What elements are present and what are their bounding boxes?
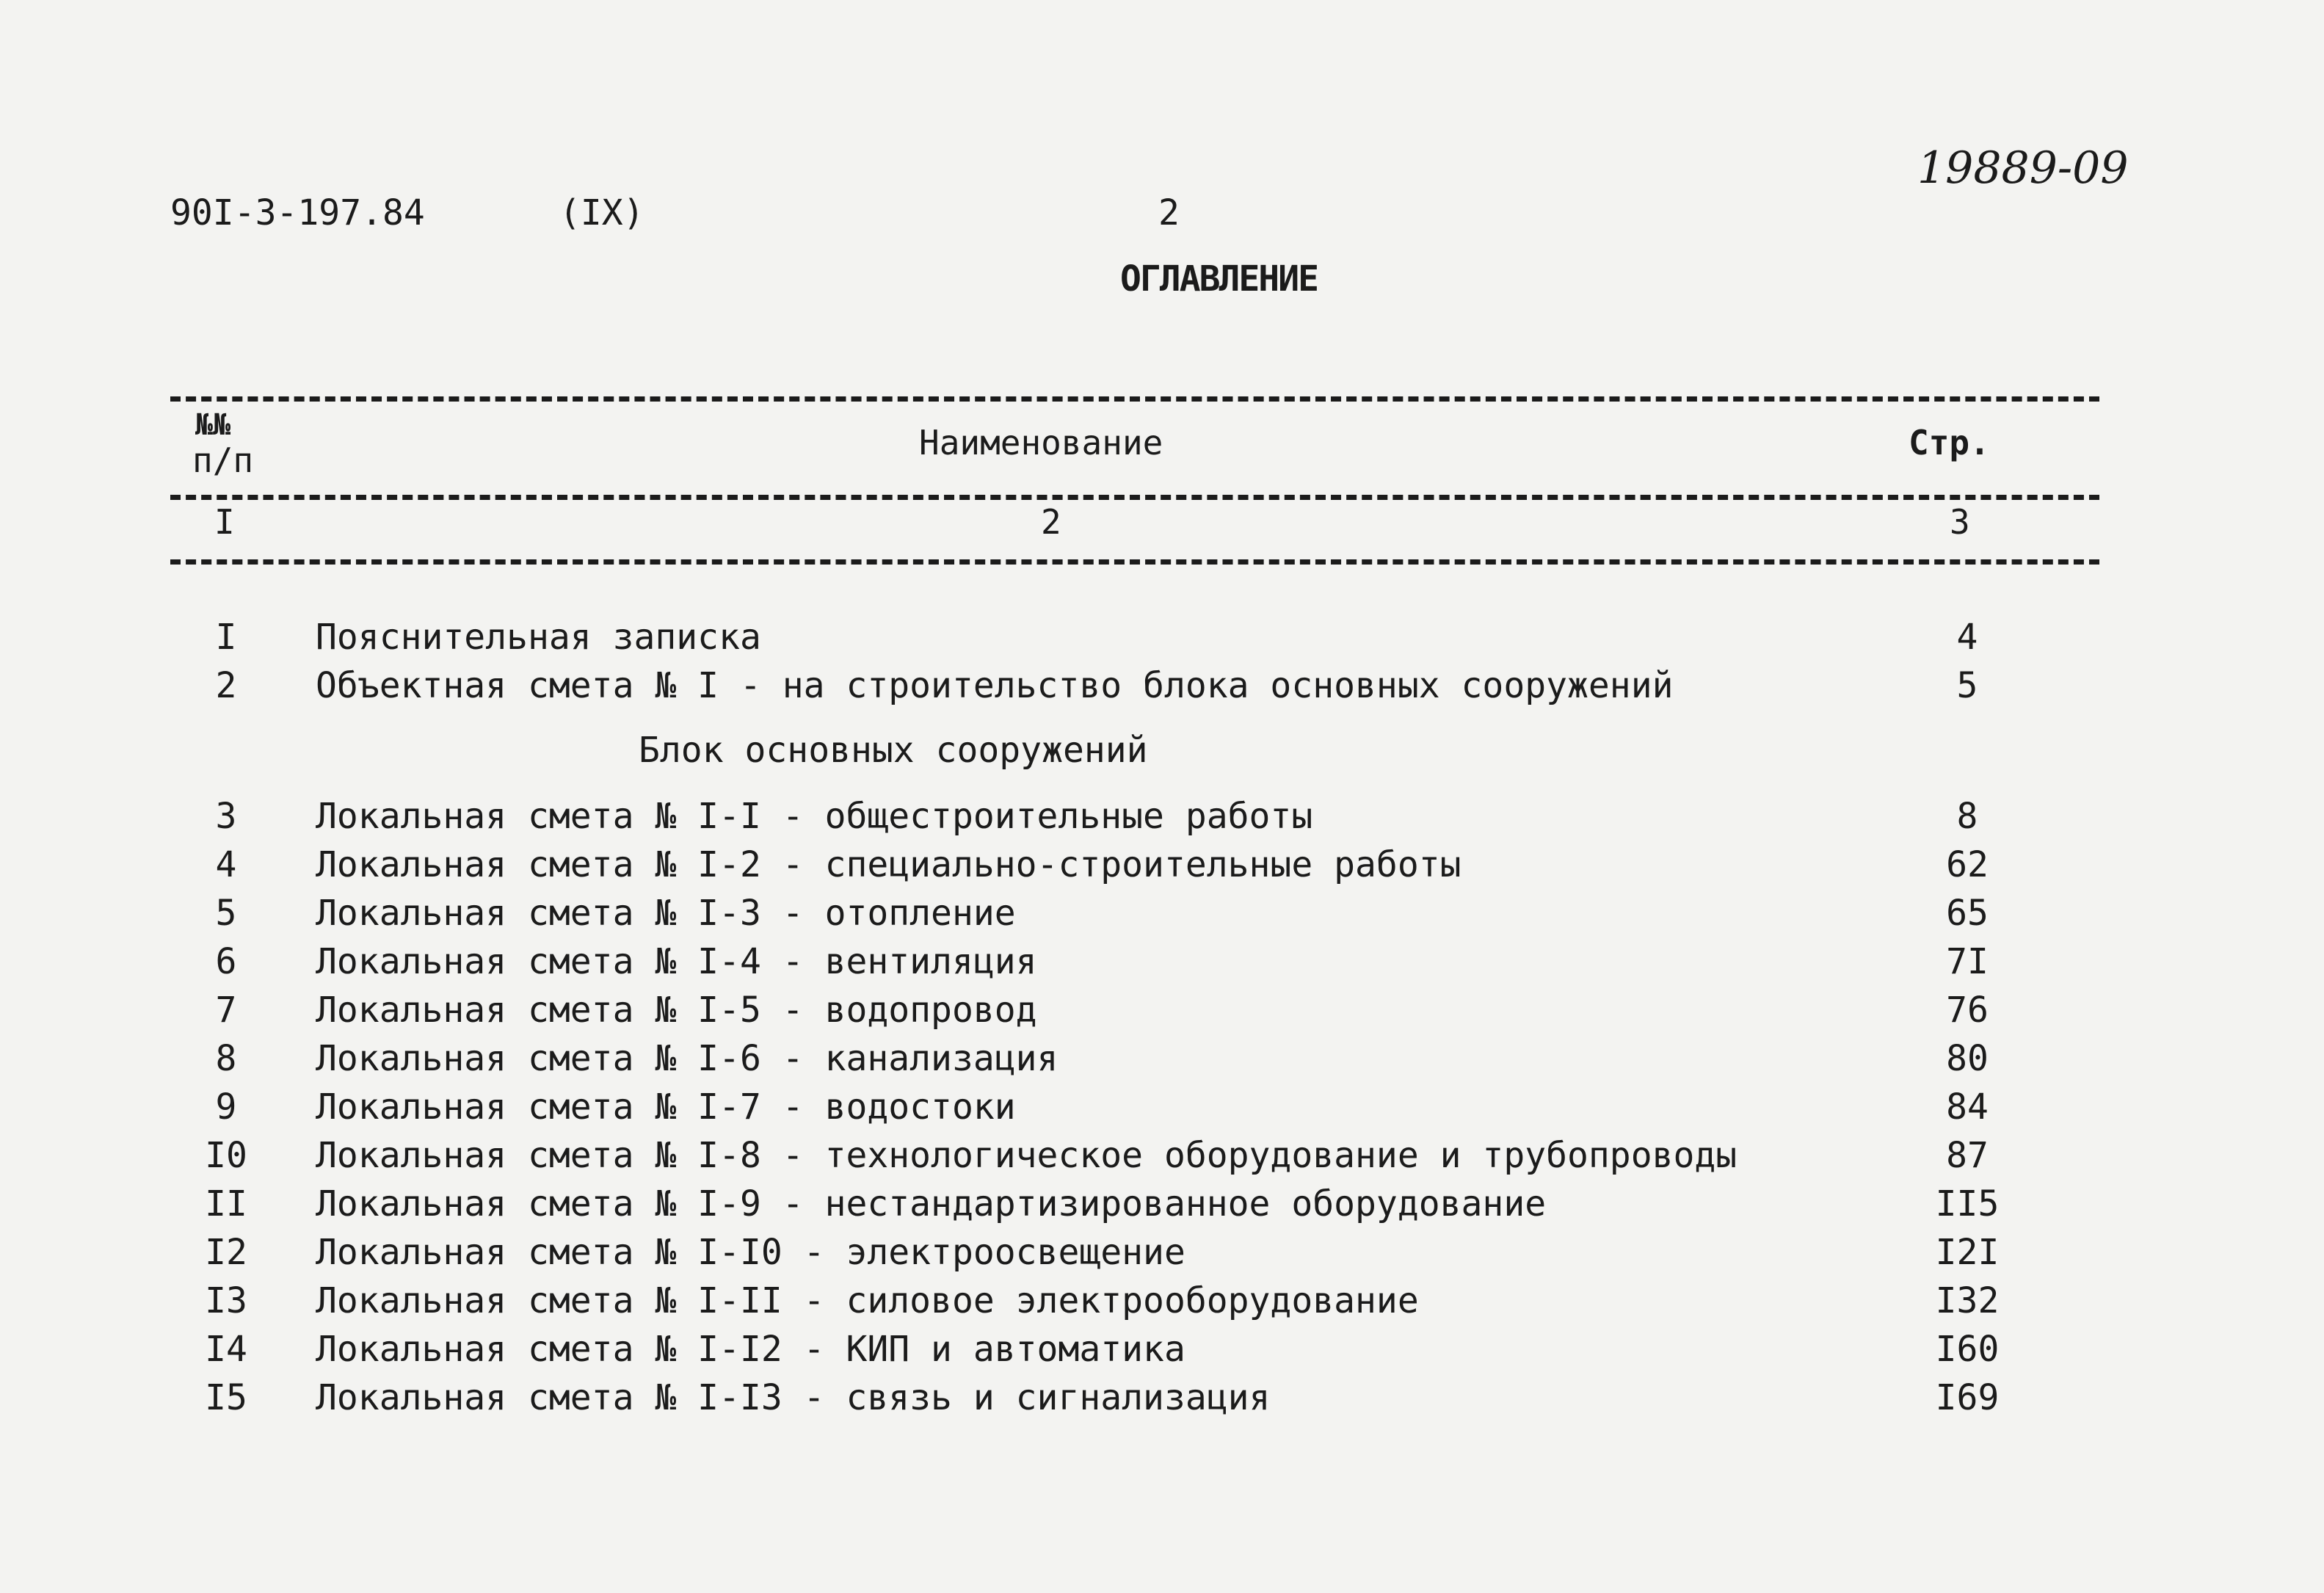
row-page: I60 xyxy=(1935,1329,2000,1370)
row-page: I69 xyxy=(1935,1377,2000,1418)
row-number: I3 xyxy=(205,1280,247,1321)
table-row xyxy=(0,1329,2324,1373)
row-name: Локальная смета № I-I2 - КИП и автоматика xyxy=(316,1329,1185,1370)
page-number: 2 xyxy=(1158,192,1180,233)
table-header-rule xyxy=(170,495,2099,500)
table-top-rule xyxy=(170,396,2099,402)
row-page: 8 xyxy=(1956,796,1978,837)
volume-label: (IX) xyxy=(559,192,644,233)
row-page: 65 xyxy=(1946,893,1989,934)
row-number: 5 xyxy=(215,893,237,934)
table-row xyxy=(0,893,2324,937)
row-number: 6 xyxy=(215,941,237,982)
table-row xyxy=(0,617,2324,661)
row-name: Пояснительная записка xyxy=(316,617,761,658)
row-number: 7 xyxy=(215,990,237,1031)
archive-number: 19889-09 xyxy=(1917,142,2129,194)
row-number: 2 xyxy=(215,665,237,706)
row-number: 3 xyxy=(215,796,237,837)
column-number-symbol: №№ xyxy=(195,408,231,442)
row-name: Локальная смета № I-2 - специально-строительные работы xyxy=(316,844,1461,885)
row-page: II5 xyxy=(1935,1183,2000,1224)
table-row xyxy=(0,1135,2324,1179)
column-name-label: Наименование xyxy=(919,423,1163,462)
row-name: Локальная смета № I-3 - отопление xyxy=(316,893,1016,934)
row-number: I5 xyxy=(205,1377,247,1418)
row-name: Объектная смета № I - на строительство блока основных сооружений xyxy=(316,665,1674,706)
row-name: Локальная смета № I-I0 - электроосвещение xyxy=(316,1232,1185,1273)
row-page: 62 xyxy=(1946,844,1989,885)
table-row xyxy=(0,990,2324,1034)
row-name: Локальная смета № I-8 - технологическое оборудование и трубопроводы xyxy=(316,1135,1737,1176)
table-row xyxy=(0,796,2324,840)
row-number: I4 xyxy=(205,1329,247,1370)
column-number-label: п/п xyxy=(192,440,254,480)
row-number: I2 xyxy=(205,1232,247,1273)
table-row xyxy=(0,1280,2324,1324)
row-name: Локальная смета № I-I3 - связь и сигнализация xyxy=(316,1377,1271,1418)
row-page: 87 xyxy=(1946,1135,1989,1176)
table-row xyxy=(0,1038,2324,1082)
row-name: Локальная смета № I-II - силовое электрооборудование xyxy=(316,1280,1419,1321)
row-name: Локальная смета № I-4 - вентиляция xyxy=(316,941,1037,982)
row-number: II xyxy=(205,1183,247,1224)
table-row xyxy=(0,1086,2324,1131)
table-row xyxy=(0,665,2324,709)
row-page: I2I xyxy=(1935,1232,2000,1273)
row-number: I0 xyxy=(205,1135,247,1176)
row-page: 4 xyxy=(1956,617,1978,658)
table-row xyxy=(0,941,2324,985)
row-page: 84 xyxy=(1946,1086,1989,1128)
row-number: I xyxy=(215,617,237,658)
row-page: I32 xyxy=(1935,1280,2000,1321)
row-page: 76 xyxy=(1946,990,1989,1031)
column-index-1: I xyxy=(214,502,235,542)
row-number: 8 xyxy=(215,1038,237,1079)
row-page: 80 xyxy=(1946,1038,1989,1079)
row-page: 7I xyxy=(1946,941,1989,982)
column-page-label: Стр. xyxy=(1909,423,1990,462)
document-code: 90I-3-197.84 xyxy=(170,192,425,233)
row-number: 9 xyxy=(215,1086,237,1128)
table-row xyxy=(0,1377,2324,1421)
table-row xyxy=(0,1183,2324,1227)
row-name: Локальная смета № I-6 - канализация xyxy=(316,1038,1058,1079)
row-number: 4 xyxy=(215,844,237,885)
table-index-rule xyxy=(170,559,2099,565)
document-title: ОГЛАВЛЕНИЕ xyxy=(1120,258,1318,300)
row-name: Локальная смета № I-I - общестроительные работы xyxy=(316,796,1313,837)
column-index-3: 3 xyxy=(1950,502,1970,542)
row-name: Локальная смета № I-9 - нестандартизированное оборудование xyxy=(316,1183,1547,1224)
section-heading: Блок основных сооружений xyxy=(639,730,1148,771)
table-row xyxy=(0,844,2324,888)
table-row xyxy=(0,1232,2324,1276)
column-index-2: 2 xyxy=(1041,502,1061,542)
row-name: Локальная смета № I-7 - водостоки xyxy=(316,1086,1016,1128)
row-name: Локальная смета № I-5 - водопровод xyxy=(316,990,1037,1031)
row-page: 5 xyxy=(1956,665,1978,706)
